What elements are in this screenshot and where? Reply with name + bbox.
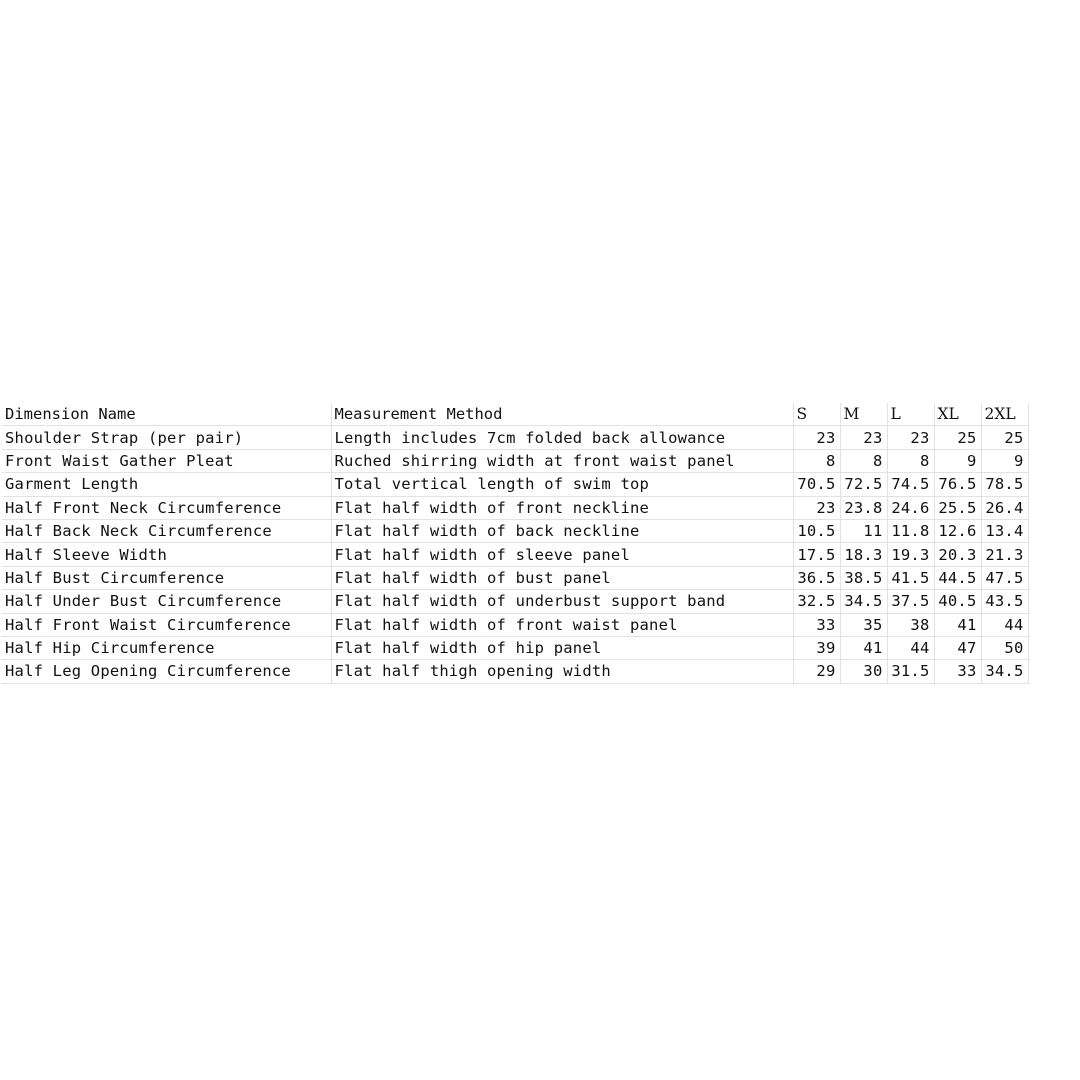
size-value-cell: 24.6 xyxy=(887,496,934,519)
size-value-cell: 39 xyxy=(793,636,840,659)
size-value-cell: 9 xyxy=(934,449,981,472)
size-value-cell: 50 xyxy=(981,636,1028,659)
size-value-cell: 47 xyxy=(934,636,981,659)
header-size-l: L xyxy=(887,403,934,426)
dimension-name-cell: Half Front Waist Circumference xyxy=(2,613,331,636)
size-value-cell: 25 xyxy=(934,426,981,449)
header-row xyxy=(2,403,1028,426)
size-value-cell: 44 xyxy=(981,613,1028,636)
size-value-cell: 26.4 xyxy=(981,496,1028,519)
dimension-name-cell: Half Leg Opening Circumference xyxy=(2,660,331,683)
size-value-cell: 36.5 xyxy=(793,566,840,589)
measurement-method-cell: Flat half width of sleeve panel xyxy=(331,543,793,566)
size-value-cell: 72.5 xyxy=(840,473,887,496)
size-value-cell: 29 xyxy=(793,660,840,683)
dimension-name-cell: Half Hip Circumference xyxy=(2,636,331,659)
size-value-cell: 17.5 xyxy=(793,543,840,566)
size-value-cell: 10.5 xyxy=(793,519,840,542)
size-value-cell: 34.5 xyxy=(981,660,1028,683)
table-row xyxy=(2,660,1028,683)
table-row xyxy=(2,566,1028,589)
size-value-cell: 11.8 xyxy=(887,519,934,542)
size-value-cell: 9 xyxy=(981,449,1028,472)
dimension-name-cell: Shoulder Strap (per pair) xyxy=(2,426,331,449)
size-chart-table xyxy=(2,403,1029,684)
size-value-cell: 25.5 xyxy=(934,496,981,519)
size-value-cell: 74.5 xyxy=(887,473,934,496)
measurement-method-cell: Flat half width of bust panel xyxy=(331,566,793,589)
size-value-cell: 38 xyxy=(887,613,934,636)
dimension-name-cell: Half Bust Circumference xyxy=(2,566,331,589)
size-value-cell: 31.5 xyxy=(887,660,934,683)
size-value-cell: 41.5 xyxy=(887,566,934,589)
size-value-cell: 78.5 xyxy=(981,473,1028,496)
size-value-cell: 23 xyxy=(887,426,934,449)
table-row xyxy=(2,636,1028,659)
table-row xyxy=(2,449,1028,472)
measurement-method-cell: Flat half width of front waist panel xyxy=(331,613,793,636)
size-value-cell: 38.5 xyxy=(840,566,887,589)
size-value-cell: 19.3 xyxy=(887,543,934,566)
table-row xyxy=(2,590,1028,613)
measurement-method-cell: Total vertical length of swim top xyxy=(331,473,793,496)
size-value-cell: 70.5 xyxy=(793,473,840,496)
size-value-cell: 35 xyxy=(840,613,887,636)
dimension-name-cell: Half Under Bust Circumference xyxy=(2,590,331,613)
size-value-cell: 43.5 xyxy=(981,590,1028,613)
dimension-name-cell: Front Waist Gather Pleat xyxy=(2,449,331,472)
size-value-cell: 30 xyxy=(840,660,887,683)
measurement-method-cell: Flat half width of back neckline xyxy=(331,519,793,542)
size-value-cell: 12.6 xyxy=(934,519,981,542)
measurement-method-cell: Ruched shirring width at front waist panel xyxy=(331,449,793,472)
header-dimension-name: Dimension Name xyxy=(2,403,331,426)
table-row xyxy=(2,613,1028,636)
dimension-name-cell: Half Back Neck Circumference xyxy=(2,519,331,542)
size-value-cell: 44 xyxy=(887,636,934,659)
size-value-cell: 34.5 xyxy=(840,590,887,613)
size-value-cell: 20.3 xyxy=(934,543,981,566)
measurement-method-cell: Flat half width of hip panel xyxy=(331,636,793,659)
size-value-cell: 18.3 xyxy=(840,543,887,566)
size-value-cell: 13.4 xyxy=(981,519,1028,542)
dimension-name-cell: Half Front Neck Circumference xyxy=(2,496,331,519)
size-value-cell: 47.5 xyxy=(981,566,1028,589)
measurement-method-cell: Length includes 7cm folded back allowance xyxy=(331,426,793,449)
size-value-cell: 41 xyxy=(934,613,981,636)
table-row xyxy=(2,473,1028,496)
header-size-xl: XL xyxy=(934,403,981,426)
size-value-cell: 40.5 xyxy=(934,590,981,613)
header-size-2xl: 2XL xyxy=(981,403,1028,426)
size-value-cell: 23 xyxy=(840,426,887,449)
size-value-cell: 8 xyxy=(840,449,887,472)
measurement-method-cell: Flat half width of front neckline xyxy=(331,496,793,519)
table-row xyxy=(2,426,1028,449)
size-value-cell: 11 xyxy=(840,519,887,542)
size-value-cell: 37.5 xyxy=(887,590,934,613)
size-value-cell: 25 xyxy=(981,426,1028,449)
size-value-cell: 41 xyxy=(840,636,887,659)
size-value-cell: 23.8 xyxy=(840,496,887,519)
size-value-cell: 23 xyxy=(793,496,840,519)
size-value-cell: 33 xyxy=(934,660,981,683)
size-value-cell: 23 xyxy=(793,426,840,449)
header-measurement-method: Measurement Method xyxy=(331,403,793,426)
size-value-cell: 44.5 xyxy=(934,566,981,589)
size-value-cell: 76.5 xyxy=(934,473,981,496)
table-row xyxy=(2,496,1028,519)
measurement-method-cell: Flat half width of underbust support band xyxy=(331,590,793,613)
table-row xyxy=(2,543,1028,566)
header-size-s: S xyxy=(793,403,840,426)
table-row xyxy=(2,519,1028,542)
dimension-name-cell: Garment Length xyxy=(2,473,331,496)
size-value-cell: 32.5 xyxy=(793,590,840,613)
size-value-cell: 33 xyxy=(793,613,840,636)
dimension-name-cell: Half Sleeve Width xyxy=(2,543,331,566)
size-value-cell: 8 xyxy=(887,449,934,472)
size-value-cell: 21.3 xyxy=(981,543,1028,566)
size-value-cell: 8 xyxy=(793,449,840,472)
header-size-m: M xyxy=(840,403,887,426)
measurement-method-cell: Flat half thigh opening width xyxy=(331,660,793,683)
